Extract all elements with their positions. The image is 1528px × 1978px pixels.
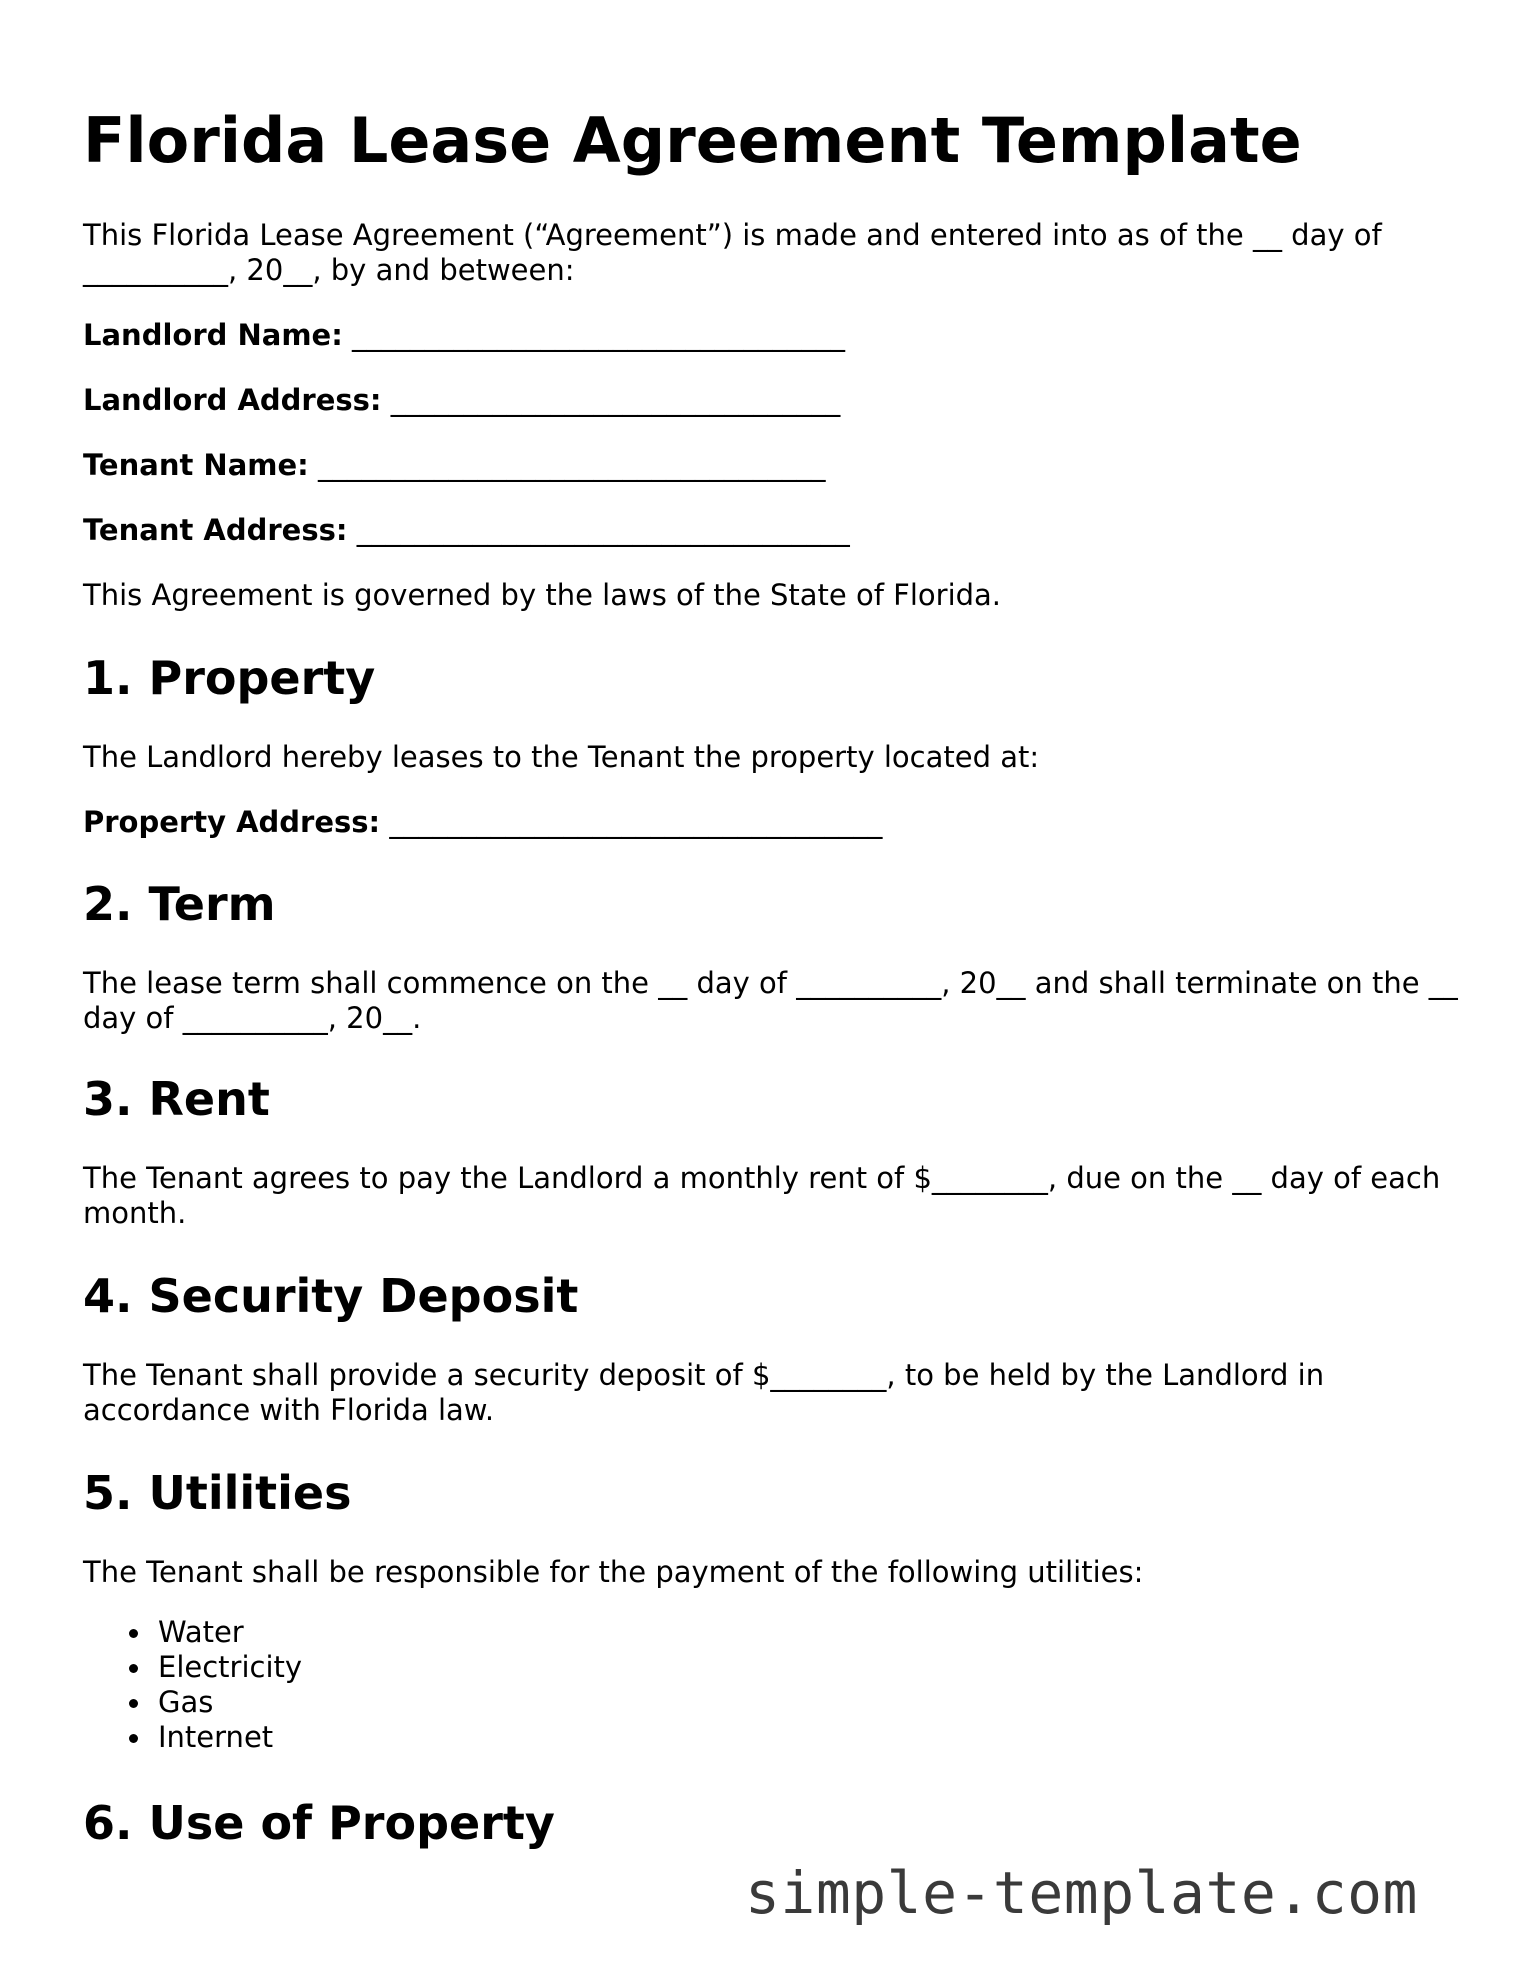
term-paragraph: The lease term shall commence on the __ day of __________, 20__ and shall terminate on the __ day of __________, 20__. [83, 966, 1458, 1035]
landlord-address-blank: _______________________________ [390, 383, 841, 417]
tenant-name-label: Tenant Name: [83, 448, 309, 482]
bullet-icon [129, 1699, 138, 1708]
landlord-address-field [83, 383, 840, 418]
governing-law-paragraph: This Agreement is governed by the laws of the State of Florida. [83, 578, 1002, 612]
tenant-name-field [83, 448, 825, 483]
property-address-label: Property Address: [83, 805, 381, 839]
bullet-icon [129, 1629, 138, 1638]
document-title: Florida Lease Agreement Template [83, 104, 1302, 177]
list-item [83, 1685, 302, 1720]
landlord-name-blank: __________________________________ [352, 318, 846, 352]
list-item [83, 1720, 302, 1755]
list-item-label: Gas [158, 1685, 214, 1719]
section-heading-rent: 3. Rent [83, 1072, 270, 1126]
intro-paragraph: This Florida Lease Agreement (“Agreement”) is made and entered into as of the __ day of __________, 20__, by and between: [83, 218, 1382, 287]
watermark: simple-template.com [745, 1859, 1418, 1927]
landlord-address-label: Landlord Address: [83, 383, 382, 417]
section-heading-property: 1. Property [83, 651, 376, 705]
bullet-icon [129, 1664, 138, 1673]
section-heading-term: 2. Term [83, 877, 276, 931]
bullet-icon [129, 1734, 138, 1743]
section-heading-utilities: 5. Utilities [83, 1466, 352, 1520]
section-heading-use-of-property: 6. Use of Property [83, 1796, 555, 1850]
property-paragraph: The Landlord hereby leases to the Tenant the property located at: [83, 740, 1040, 774]
tenant-name-blank: ___________________________________ [317, 448, 826, 482]
list-item-label: Internet [158, 1720, 274, 1754]
tenant-address-label: Tenant Address: [83, 513, 348, 547]
section-heading-security-deposit: 4. Security Deposit [83, 1269, 579, 1323]
property-address-field [83, 805, 882, 840]
utilities-paragraph: The Tenant shall be responsible for the payment of the following utilities: [83, 1555, 1144, 1589]
landlord-name-label: Landlord Name: [83, 318, 343, 352]
tenant-address-blank: __________________________________ [356, 513, 850, 547]
rent-paragraph: The Tenant agrees to pay the Landlord a monthly rent of $________, due on the __ day of each month. [83, 1161, 1441, 1230]
list-item-label: Electricity [158, 1650, 303, 1684]
utilities-list [83, 1615, 302, 1755]
list-item [83, 1650, 302, 1685]
security-deposit-paragraph: The Tenant shall provide a security deposit of $________, to be held by the Landlord in accordance with Florida law. [83, 1358, 1325, 1427]
property-address-blank: __________________________________ [389, 805, 883, 839]
tenant-address-field [83, 513, 850, 548]
list-item-label: Water [158, 1615, 244, 1649]
landlord-name-field [83, 318, 845, 353]
list-item [83, 1615, 302, 1650]
